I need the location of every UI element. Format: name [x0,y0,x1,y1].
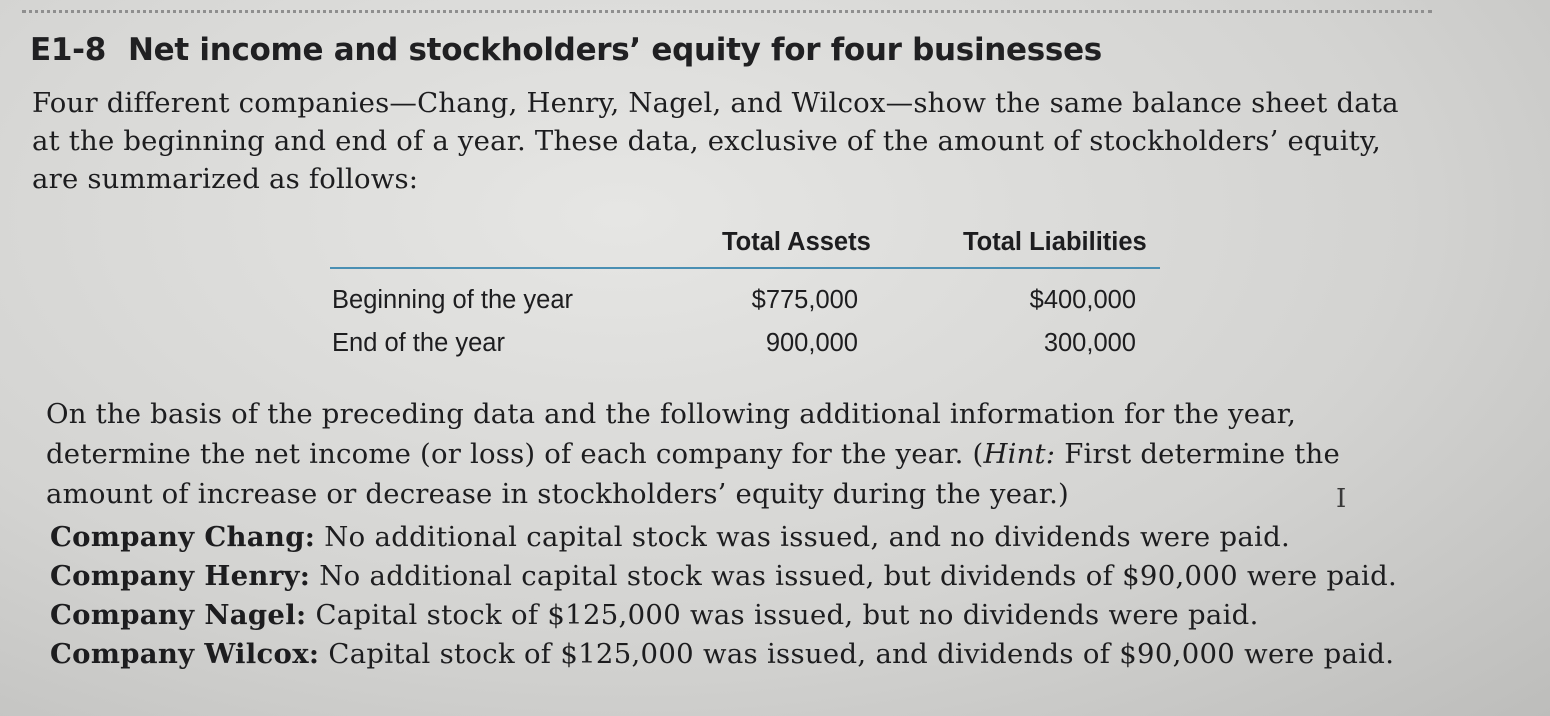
company-name: Company Nagel: [50,599,307,631]
hint-text: First determine the amount of increase or decrease in stockholders’ equity during the year.) [46,438,1340,510]
exercise-title: Net income and stockholders’ equity for four businesses [127,32,1102,68]
exercise-code: E1-8 [30,32,106,68]
row-label: End of the year [332,329,505,357]
company-detail: No additional capital stock was issued, and no dividends were paid. [315,521,1291,553]
top-divider [22,10,1432,13]
header-total-assets: Total Assets [722,228,871,256]
assets-value: 900,000 [765,329,858,357]
liabilities-value: 300,000 [1043,329,1136,357]
company-detail: Capital stock of $125,000 was issued, and dividends of $90,000 were paid. [319,638,1395,670]
company-list [50,518,1450,674]
instructions-text: On the basis of the preceding data and the following additional information for the year, determine the net income (or loss) of each company for the year. ( [46,398,1297,470]
table-header-rule [330,267,1160,269]
company-name: Company Henry: [50,560,311,592]
intro-paragraph: Four different companies—Chang, Henry, Nagel, and Wilcox—show the same balance sheet data at the beginning and end of a year. These data, exclusive of the amount of stockholders’ equity, are summarized as follows: [32,87,1399,195]
row-label: Beginning of the year [332,286,574,314]
table-row [330,286,1160,326]
company-name: Company Chang: [50,521,316,553]
company-henry [50,557,1450,596]
instructions-paragraph [46,394,1426,514]
text-cursor-icon: I [1336,484,1347,514]
table-row [330,329,1160,369]
company-detail: Capital stock of $125,000 was issued, but no dividends were paid. [306,599,1259,631]
company-detail: No additional capital stock was issued, but dividends of $90,000 were paid. [310,560,1398,592]
company-name: Company Wilcox: [50,638,320,670]
exercise-heading [30,32,1102,68]
company-nagel [50,596,1450,635]
assets-value: $775,000 [751,286,858,314]
company-chang [50,518,1450,557]
header-total-liabilities: Total Liabilities [963,228,1147,256]
liabilities-value: $400,000 [1029,286,1136,314]
company-wilcox [50,635,1450,674]
hint-label: Hint: [983,438,1056,470]
